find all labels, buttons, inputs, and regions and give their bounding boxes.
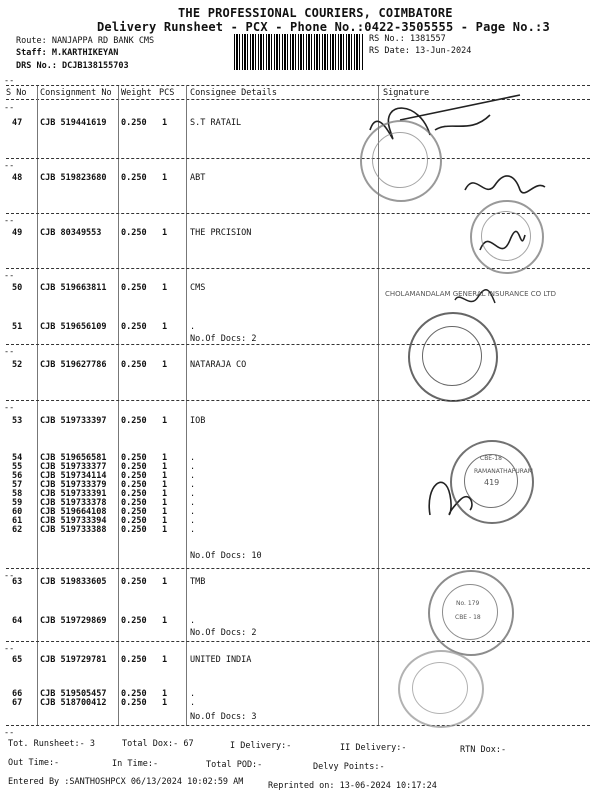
insurance-stamp-text: CHOLAMANDALAM GENERAL INSURANCE CO LTD (385, 290, 556, 298)
dash-mark: -- (4, 271, 15, 281)
iob-branch-text: RAMANATHAPURAM (474, 468, 533, 475)
col-line-1 (37, 86, 38, 726)
row-consignment: CJB 519729869 (40, 616, 107, 626)
row-sno: 59 (12, 498, 23, 508)
row-pcs: 1 (162, 498, 168, 508)
row-consignee: . (190, 489, 196, 499)
row-consignee: IOB (190, 416, 206, 426)
row-sno: 57 (12, 480, 23, 490)
ii-delivery: II Delivery:- (340, 743, 407, 753)
row-consignment: CJB 519833605 (40, 577, 107, 587)
dash-mark: -- (4, 571, 15, 581)
row-consignment: CJB 519733378 (40, 498, 107, 508)
row-pcs: 1 (162, 616, 168, 626)
total-dox: Total Dox:- 67 (122, 739, 194, 749)
row-consignee: . (190, 525, 196, 535)
row-pcs: 1 (162, 228, 168, 238)
staff-label: Staff: M.KARTHIKEYAN (16, 48, 119, 58)
row-pcs: 1 (162, 655, 168, 665)
total-pod: Total POD:- (206, 760, 263, 770)
row-weight: 0.250 (121, 655, 147, 665)
row-consignee: CMS (190, 283, 206, 293)
row-weight: 0.250 (121, 525, 147, 535)
row-sno: 66 (12, 689, 23, 699)
row-sno: 54 (12, 453, 23, 463)
rs-no: RS No.: 1381557 (369, 34, 446, 44)
row-pcs: 1 (162, 453, 168, 463)
row-sno: 52 (12, 360, 23, 370)
row-sno: 48 (12, 173, 23, 183)
row-pcs: 1 (162, 283, 168, 293)
col-pcs: PCS (159, 88, 175, 98)
row-consignee: . (190, 698, 196, 708)
row-consignee: . (190, 516, 196, 526)
row-weight: 0.250 (121, 360, 147, 370)
row-sno: 49 (12, 228, 23, 238)
i-delivery: I Delivery:- (230, 741, 292, 751)
doc-count: No.Of Docs: 10 (190, 551, 262, 561)
row-weight: 0.250 (121, 507, 147, 517)
col-consignment: Consignment No (40, 88, 112, 98)
row-consignment: CJB 519656109 (40, 322, 107, 332)
row-weight: 0.250 (121, 489, 147, 499)
doc-count: No.Of Docs: 2 (190, 628, 257, 638)
row-sno: 61 (12, 516, 23, 526)
row-consignee: . (190, 453, 196, 463)
out-time: Out Time:- (8, 758, 60, 768)
row-consignee: . (190, 689, 196, 699)
row-sno: 63 (12, 577, 23, 587)
row-weight: 0.250 (121, 416, 147, 426)
tmb-code-text: No. 179 (456, 600, 480, 607)
row-pcs: 1 (162, 416, 168, 426)
row-weight: 0.250 (121, 577, 147, 587)
col-signature: Signature (383, 88, 430, 98)
row-sno: 67 (12, 698, 23, 708)
dash-mark: -- (4, 403, 15, 413)
col-sno: S No (6, 88, 27, 98)
runsheet-subtitle: Delivery Runsheet - PCX - Phone No.:0422-3505555 - Page No.:3 (97, 20, 550, 34)
row-sno: 65 (12, 655, 23, 665)
courier-stamp (470, 200, 544, 274)
row-weight: 0.250 (121, 173, 147, 183)
col-consignee: Consignee Details (190, 88, 277, 98)
row-weight: 0.250 (121, 471, 147, 481)
row-pcs: 1 (162, 322, 168, 332)
row-divider (6, 568, 590, 569)
dash-mark: -- (4, 76, 15, 86)
row-consignee: UNITED INDIA (190, 655, 252, 665)
row-consignee: . (190, 480, 196, 490)
row-pcs: 1 (162, 471, 168, 481)
row-sno: 51 (12, 322, 23, 332)
dash-mark: -- (4, 216, 15, 226)
company-title: THE PROFESSIONAL COURIERS, COIMBATORE (178, 6, 453, 20)
rs-date: RS Date: 13-Jun-2024 (369, 46, 472, 56)
dash-mark: -- (4, 103, 15, 113)
row-weight: 0.250 (121, 616, 147, 626)
col-line-2 (118, 86, 119, 726)
row-sno: 60 (12, 507, 23, 517)
row-consignment: CJB 519733394 (40, 516, 107, 526)
nataraja-stamp (408, 312, 498, 402)
row-sno: 64 (12, 616, 23, 626)
row-consignment: CJB 519733377 (40, 462, 107, 472)
dash-mark: -- (4, 347, 15, 357)
row-consignee: NATARAJA CO (190, 360, 247, 370)
row-pcs: 1 (162, 173, 168, 183)
row-consignment: CJB 519734114 (40, 471, 107, 481)
rtn-dox: RTN Dox:- (460, 745, 507, 755)
insurance-stamp-united (398, 650, 484, 728)
doc-count: No.Of Docs: 3 (190, 712, 257, 722)
row-weight: 0.250 (121, 462, 147, 472)
row-sno: 50 (12, 283, 23, 293)
col-line-3 (186, 86, 187, 726)
row-consignment: CJB 519823680 (40, 173, 107, 183)
entered-by: Entered By :SANTHOSHPCX 06/13/2024 10:02:59 AM (8, 777, 244, 787)
row-consignment: CJB 519441619 (40, 118, 107, 128)
row-consignee: . (190, 498, 196, 508)
row-pcs: 1 (162, 480, 168, 490)
row-divider (6, 725, 590, 726)
row-pcs: 1 (162, 577, 168, 587)
row-consignment: CJB 519627786 (40, 360, 107, 370)
row-sno: 55 (12, 462, 23, 472)
row-consignee: . (190, 507, 196, 517)
row-consignment: CJB 80349553 (40, 228, 102, 238)
row-divider (6, 400, 590, 401)
iob-city-text: CBE-18 (480, 455, 502, 462)
delvy-points: Delvy Points:- (313, 762, 385, 772)
iob-code-text: 419 (484, 478, 500, 487)
row-sno: 53 (12, 416, 23, 426)
bank-stamp-tmb (428, 570, 514, 656)
drs-label: DRS No.: DCJB138155703 (16, 61, 129, 71)
row-sno: 47 (12, 118, 23, 128)
dash-mark: -- (4, 161, 15, 171)
row-weight: 0.250 (121, 698, 147, 708)
row-sno: 62 (12, 525, 23, 535)
row-consignee: . (190, 471, 196, 481)
tot-runsheet: Tot. Runsheet:- 3 (8, 739, 95, 749)
row-weight: 0.250 (121, 322, 147, 332)
dash-mark: -- (4, 644, 15, 654)
row-pcs: 1 (162, 698, 168, 708)
row-consignment: CJB 519733379 (40, 480, 107, 490)
row-pcs: 1 (162, 118, 168, 128)
row-weight: 0.250 (121, 498, 147, 508)
barcode (234, 34, 364, 70)
row-consignment: CJB 519733397 (40, 416, 107, 426)
row-consignment: CJB 518700412 (40, 698, 107, 708)
header-divider-top (6, 85, 590, 86)
row-weight: 0.250 (121, 453, 147, 463)
row-consignment: CJB 519733388 (40, 525, 107, 535)
dash-mark: -- (4, 728, 15, 738)
row-consignee: . (190, 462, 196, 472)
in-time: In Time:- (112, 759, 159, 769)
row-pcs: 1 (162, 525, 168, 535)
route-label: Route: NANJAPPA RD BANK CMS (16, 36, 155, 46)
signature-scribble (460, 165, 550, 205)
doc-count: No.Of Docs: 2 (190, 334, 257, 344)
row-consignee: . (190, 616, 196, 626)
row-sno: 56 (12, 471, 23, 481)
row-pcs: 1 (162, 689, 168, 699)
row-consignee: THE PRCISION (190, 228, 252, 238)
row-consignment: CJB 519505457 (40, 689, 107, 699)
row-consignee: S.T RATAIL (190, 118, 242, 128)
row-pcs: 1 (162, 516, 168, 526)
row-pcs: 1 (162, 360, 168, 370)
row-consignee: TMB (190, 577, 206, 587)
row-consignee: . (190, 322, 196, 332)
row-divider (6, 344, 590, 345)
col-weight: Weight (121, 88, 152, 98)
row-weight: 0.250 (121, 516, 147, 526)
row-consignment: CJB 519733391 (40, 489, 107, 499)
row-weight: 0.250 (121, 228, 147, 238)
row-pcs: 1 (162, 507, 168, 517)
row-consignment: CJB 519656581 (40, 453, 107, 463)
row-sno: 58 (12, 489, 23, 499)
row-weight: 0.250 (121, 283, 147, 293)
row-pcs: 1 (162, 462, 168, 472)
reprinted-on: Reprinted on: 13-06-2024 10:17:24 (268, 781, 437, 791)
row-consignee: ABT (190, 173, 206, 183)
row-consignment: CJB 519663811 (40, 283, 107, 293)
row-pcs: 1 (162, 489, 168, 499)
row-consignment: CJB 519729781 (40, 655, 107, 665)
row-weight: 0.250 (121, 689, 147, 699)
row-weight: 0.250 (121, 480, 147, 490)
row-weight: 0.250 (121, 118, 147, 128)
tmb-city-text: CBE - 18 (455, 614, 481, 621)
row-consignment: CJB 519664108 (40, 507, 107, 517)
company-stamp (360, 120, 442, 202)
